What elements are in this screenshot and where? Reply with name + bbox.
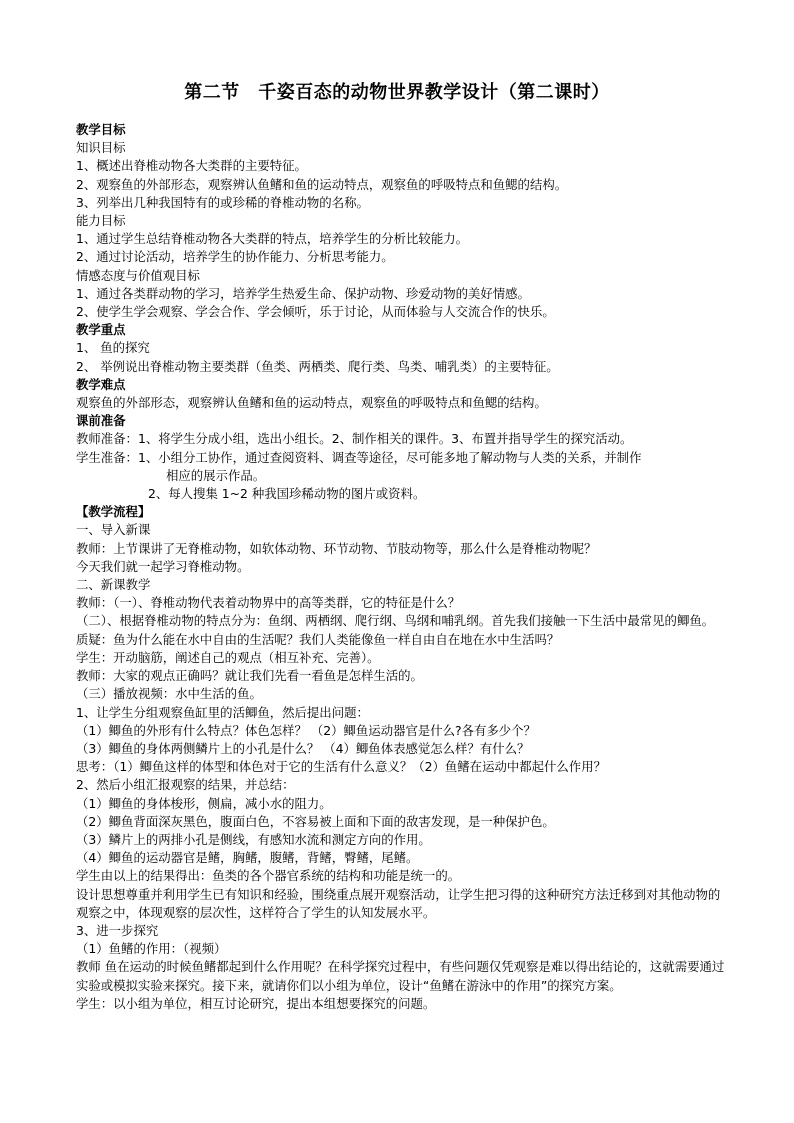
paragraph: 1、概述出脊椎动物各大类群的主要特征。 (76, 158, 307, 174)
paragraph: 2、使学生学会观察、学会合作、学会倾听，乐于讨论，从而体验与人交流合作的快乐。 (76, 304, 555, 320)
paragraph: 教师 鱼在运动的时候鱼鳍都起到什么作用呢？在科学探究过程中，有些问题仅凭观察是难以得出结论的，这就需要通过实验或模拟实验来探究。接下来，就请你们以小组为单位，设计“鱼鳍在游泳中的作用”的探究方案。 (76, 959, 725, 993)
paragraph: 质疑：鱼为什么能在水中自由的生活呢？我们人类能像鱼一样自由自在地在水中生活吗？ (76, 631, 560, 647)
paragraph: （二）、根据脊椎动物的特点分为：鱼纲、两栖纲、爬行纲、鸟纲和哺乳纲。首先我们接触一下生活中最常见的鲫鱼。 (76, 613, 715, 629)
paragraph: 学生由以上的结果得出：鱼类的各个器官系统的结构和功能是统一的。 (76, 868, 461, 884)
paragraph: 教师：大家的观点正确吗？就让我们先看一看鱼是怎样生活的。 (76, 668, 423, 684)
paragraph: （3）鲫鱼的身体两侧鳞片上的小孔是什么？ （4）鲫鱼体表感觉怎么样？有什么？ (76, 740, 530, 756)
paragraph: 2、通过讨论活动，培养学生的协作能力、分析思考能力。 (76, 249, 394, 265)
paragraph: 1、通过各类群动物的学习，培养学生热爱生命、保护动物、珍爱动物的美好情感。 (76, 285, 530, 301)
paragraph: 1、 鱼的探究 (76, 340, 150, 356)
paragraph: （4）鲫鱼的运动器官是鳍，胸鳍，腹鳍，背鳍，臀鳍，尾鳍。 (76, 850, 419, 866)
paragraph: （3）鳞片上的两排小孔是侧线，有感知水流和测定方向的作用。 (76, 831, 431, 847)
paragraph: 设计思想尊重并利用学生已有知识和经验，围绕重点展开观察活动，让学生把习得的这种研究方法迁移到对其他动物的观察之中，体现观察的层次性，这样符合了学生的认知发展水平。 (76, 886, 721, 920)
heading-teaching-objectives: 教学目标 (76, 122, 126, 137)
paragraph: 观察鱼的外部形态，观察辨认鱼鳍和鱼的运动特点，观察鱼的呼吸特点和鱼鳃的结构。 (76, 395, 547, 411)
paragraph: 今天我们就一起学习脊椎动物。 (76, 558, 250, 574)
subheading-knowledge-objectives: 知识目标 (76, 140, 126, 156)
section-heading: 二、新课教学 (76, 577, 151, 593)
paragraph: 1、让学生分组观察鱼缸里的活鲫鱼，然后提出问题： (76, 704, 369, 720)
paragraph: 3、进一步探究 (76, 922, 159, 938)
paragraph: 教师：上节课讲了无脊椎动物，如软体动物、环节动物、节肢动物等，那么什么是脊椎动物呢？ (76, 540, 597, 556)
paragraph: 2、然后小组汇报观察的结果，并总结： (76, 777, 295, 793)
paragraph: 学生准备：1、小组分工协作，通过查阅资料、调查等途径，尽可能多地了解动物与人类的关系，并制作 (76, 449, 642, 465)
subheading-ability-objectives: 能力目标 (76, 213, 126, 229)
heading-preparation: 课前准备 (76, 413, 126, 429)
paragraph: 学生：以小组为单位，相互讨论研究，提出本组想要探究的问题。 (76, 995, 436, 1011)
paragraph: 3、列举出几种我国特有的或珍稀的脊椎动物的名称。 (76, 194, 369, 210)
paragraph: 1、通过学生总结脊椎动物各大类群的特点，培养学生的分析比较能力。 (76, 231, 468, 247)
paragraph: 2、每人搜集 1~2 种我国珍稀动物的图片或资料。 (148, 486, 426, 502)
paragraph: （2）鲫鱼背面深灰黑色，腹面白色，不容易被上面和下面的敌害发现，是一种保护色。 (76, 813, 555, 829)
heading-key-points: 教学重点 (76, 322, 126, 338)
heading-teaching-process: 【教学流程】 (76, 504, 151, 520)
paragraph: 学生：开动脑筋，阐述自己的观点（相互补充、完善）。 (76, 649, 380, 665)
paragraph: 思考：（1）鲫鱼这样的体型和体色对于它的生活有什么意义？（2）鱼鳍在运动中都起什么作用？ (76, 759, 606, 775)
paragraph: 教师准备：1、将学生分成小组，选出小组长。2、制作相关的课件。3、布置并指导学生的探究活动。 (76, 431, 633, 447)
paragraph: 2、观察鱼的外部形态，观察辨认鱼鳍和鱼的运动特点，观察鱼的呼吸特点和鱼鳃的结构。 (76, 176, 568, 192)
paragraph: （1）鲫鱼的外形有什么特点？体色怎样？ （2）鲫鱼运动器官是什么?各有多少个？ (76, 722, 536, 738)
paragraph: 2、 举例说出脊椎动物主要类群（鱼类、两栖类、爬行类、鸟类、哺乳类）的主要特征。 (76, 358, 559, 374)
document-title: 第二节 千姿百态的动物世界教学设计（第二课时） (184, 82, 610, 103)
section-heading: 一、导入新课 (76, 522, 151, 538)
document-body (76, 121, 726, 1013)
paragraph: 教师：（一）、脊椎动物代表着动物界中的高等类群，它的特征是什么？ (76, 595, 461, 611)
paragraph: （1）鲫鱼的身体梭形，侧扁，减小水的阻力。 (76, 795, 332, 811)
paragraph-continuation: 相应的展示作品。 (166, 467, 266, 483)
heading-difficulties: 教学难点 (76, 376, 126, 392)
subheading-attitude-objectives: 情感态度与价值观目标 (76, 267, 200, 283)
paragraph: （三）播放视频：水中生活的鱼。 (76, 686, 262, 702)
paragraph: （1）鱼鳍的作用：（视频） (76, 941, 227, 957)
